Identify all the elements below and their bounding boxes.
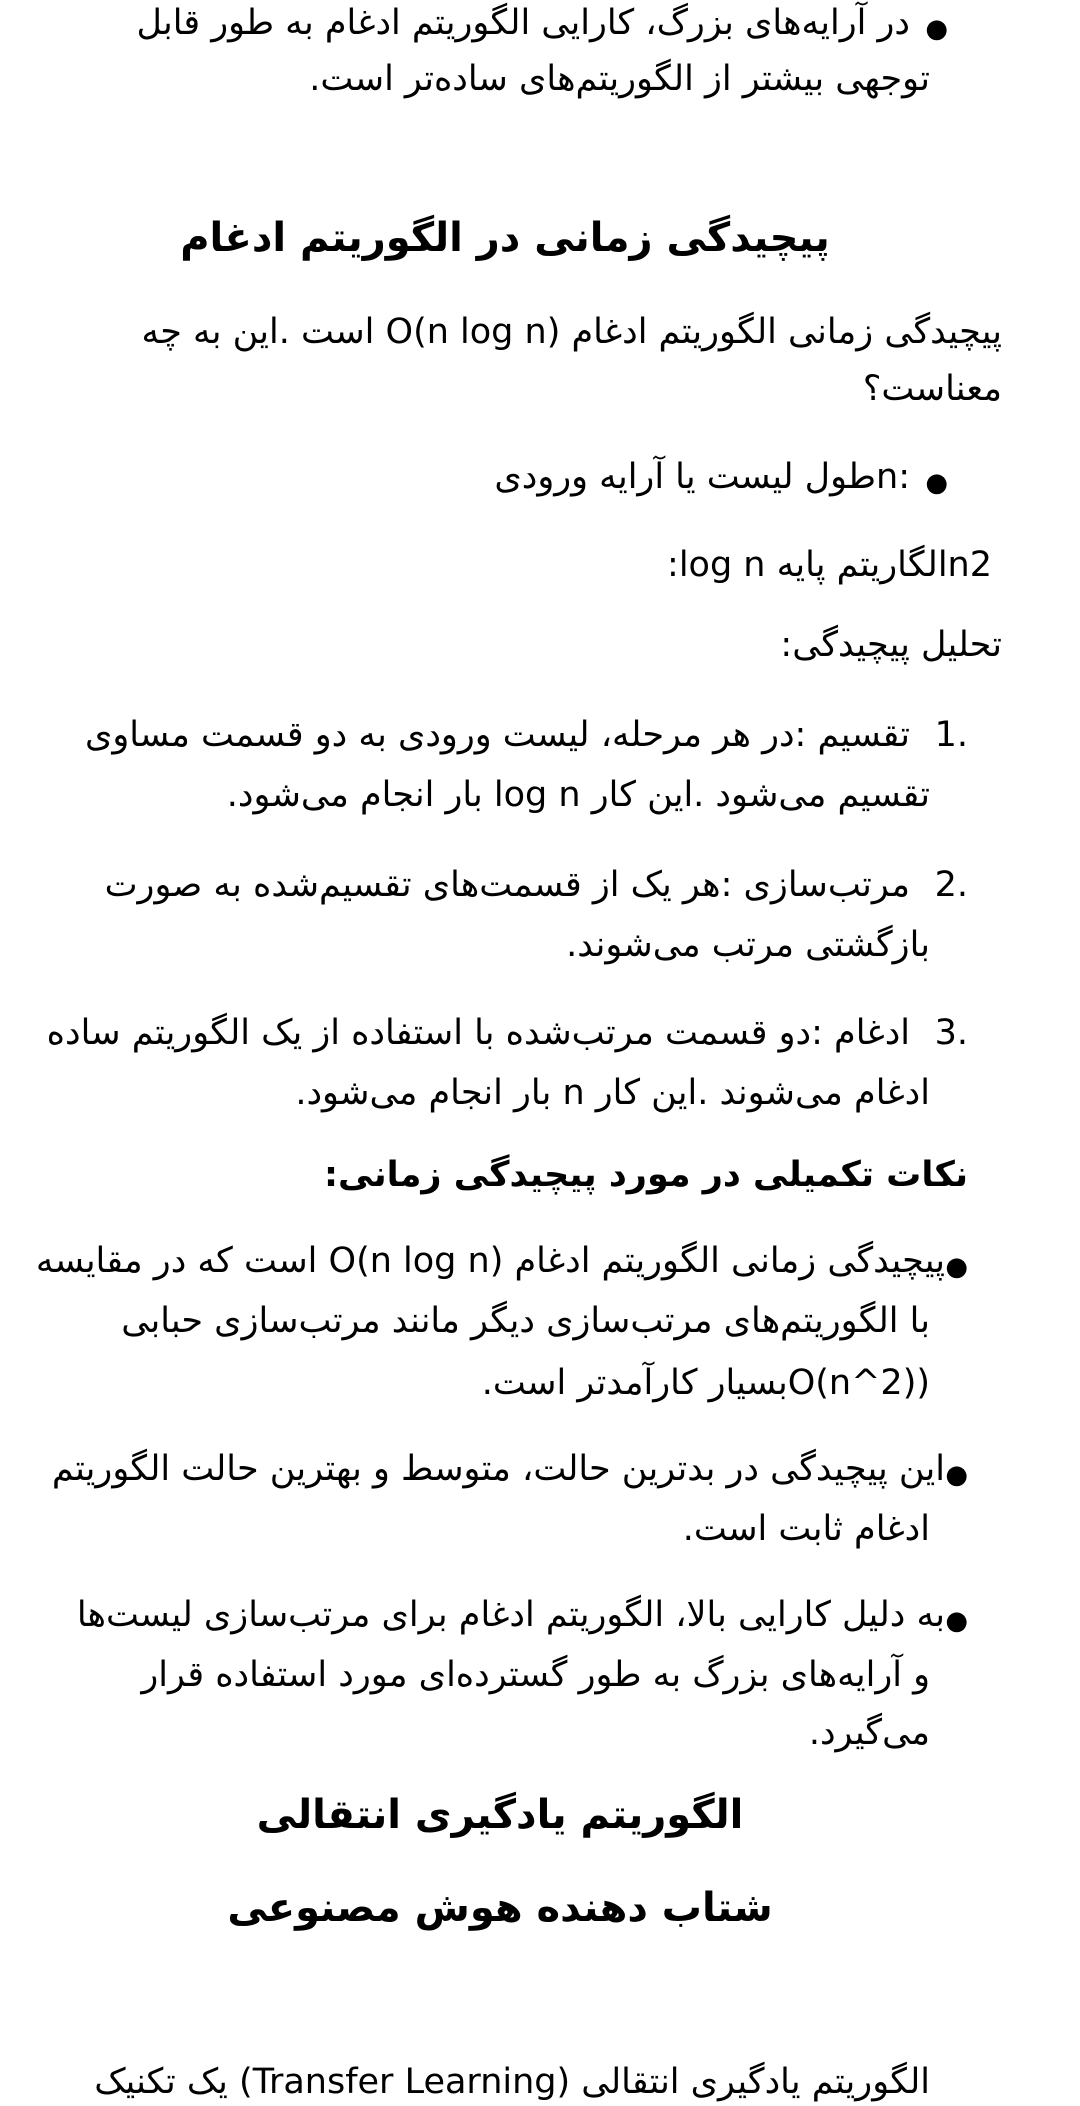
analysis-label: تحلیل پیچیدگی:: [780, 625, 1002, 665]
note-2-line-1: این پیچیدگی در بدترین حالت، متوسط و بهترین حالت الگوریتم: [51, 1449, 945, 1489]
notes-heading: نکات تکمیلی در مورد پیچیدگی زمانی:: [324, 1155, 968, 1195]
section-2-title: الگوریتم یادگیری انتقالی: [256, 1792, 744, 1838]
bullet-marker: ●: [925, 14, 948, 44]
note-3-line-2: و آرایه‌های بزرگ به طور گسترده‌ای مورد استفاده قرار: [141, 1655, 930, 1695]
step-2-line-2: بازگشتی مرتب می‌شوند.: [566, 925, 930, 965]
section-2-body-line-1: الگوریتم یادگیری انتقالی (Transfer Learning) یک تکنیک: [94, 2062, 930, 2102]
step-1-line-1: تقسیم :در هر مرحله، لیست ورودی به دو قسمت مساوی: [84, 715, 910, 755]
bullet-marker: ●: [945, 1606, 968, 1636]
intro-bullet-line-1: در آرایه‌های بزرگ، کارایی الگوریتم ادغام به طور قابل: [136, 3, 910, 43]
step-3-line-1: ادغام :دو قسمت مرتب‌شده با استفاده از یک الگوریتم ساده: [46, 1013, 910, 1053]
step-1-line-2: تقسیم می‌شود .این کار log n بار انجام می‌شود.: [226, 775, 930, 815]
note-1-line-1: پیچیدگی زمانی الگوریتم ادغام (O(n log n است که در مقایسه: [35, 1241, 945, 1281]
step-3-line-2: ادغام می‌شوند .این کار n بار انجام می‌شود.: [295, 1073, 930, 1113]
definition-n: :nطول لیست یا آرایه ورودی: [494, 457, 910, 497]
note-3-line-1: به دلیل کارایی بالا، الگوریتم ادغام برای مرتب‌سازی لیست‌ها: [76, 1595, 945, 1635]
bullet-marker: ●: [945, 1252, 968, 1282]
note-3-line-3: می‌گیرد.: [808, 1713, 930, 1753]
note-1-line-2: با الگوریتم‌های مرتب‌سازی دیگر مانند مرتب‌سازی حبابی: [121, 1301, 930, 1341]
intro-bullet-line-2: توجهی بیشتر از الگوریتم‌های ساده‌تر است.: [309, 59, 930, 99]
section-title: پیچیدگی زمانی در الگوریتم ادغام: [180, 215, 830, 261]
note-2-line-2: ادغام ثابت است.: [682, 1509, 930, 1549]
note-1-line-3: ((O(n^2بسیار کارآمدتر است.: [481, 1363, 930, 1403]
step-number: 2.: [934, 865, 968, 905]
intro-paragraph-line-2: معناست؟: [862, 369, 1002, 409]
step-number: 3.: [934, 1013, 968, 1053]
intro-paragraph-line-1: پیچیدگی زمانی الگوریتم ادغام (O(n log n است .این به چه: [141, 312, 1002, 352]
section-2-subtitle: شتاب دهنده هوش مصنوعی: [227, 1885, 773, 1931]
bullet-marker: ●: [945, 1460, 968, 1490]
bullet-marker: ●: [925, 468, 948, 498]
step-2-line-1: مرتب‌سازی :هر یک از قسمت‌های تقسیم‌شده به صورت: [104, 865, 910, 905]
definition-log: n2الگاریتم پایه log n:: [667, 545, 992, 585]
step-number: 1.: [934, 715, 968, 755]
